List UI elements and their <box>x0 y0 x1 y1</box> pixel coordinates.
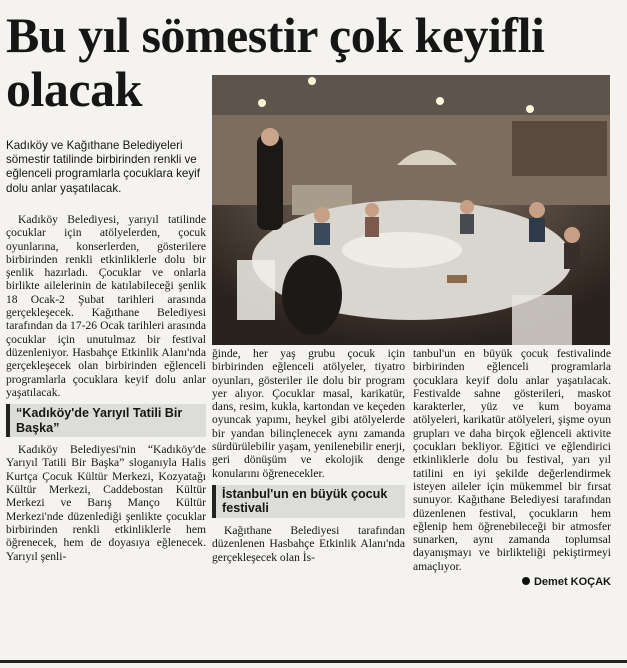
children-workshop-photo <box>212 75 610 345</box>
column-3-paragraph-1: tanbul'un en büyük çocuk festivalinde birbirinden eğlenceli programlarla çocuklara keyif dolu anlar yaşatılacak. Festivalde sahne gösterileri, maskot karakterler, yüz ve kum boyama atölyeleri, karikatür atölyeleri, şişme oyun grupları ve daha birçok eğlenceli aktivite çocukları bekliyor. Eğitici ve eğlendirici etkinliklerle dolu bu festival, yarı yıl tatilini en iyi şekilde değerlendirmek isteyen aileler için mükemmel bir fırsat sunuyor. Kağıthane Belediyesi tarafından düzenlenen festival, çocukların hem eğlenip hem öğrenebileceği bir atmosfer sunarken, aynı zamanda toplumsal dayanışmayı ve birlikteliği pekiştirmeyi amaçlıyor. <box>413 347 611 573</box>
bullet-icon <box>522 577 530 585</box>
headline-line-2: olacak <box>6 61 142 117</box>
subhead-istanbul-festival: İstanbul'un en büyük çocuk festivali <box>212 485 405 518</box>
byline-author: Demet KOÇAK <box>533 576 611 589</box>
column-2-paragraph-2: Kağıthane Belediyesi tarafından düzenlenen Hasbahçe Etkinlik Alanı'nda gerçekleşecek olan İs- <box>212 523 405 564</box>
headline-line-1: Bu yıl sömestir çok keyifli <box>6 7 545 63</box>
column-1-paragraph-2: Kadıköy Belediyesi'nin “Kadıköy'de Yarıyıl Tatili Bir Başka” sloganıyla Halis Kurtça Çocuk Kültür Merkezi, Kozyatağı Kültür Merkezi, Caddebostan Kültür Merkezi ve Barış Manço Kültür Merkezi'nde düzenlediği şenlikte çocuklar birbirinden renkli etkinliklerle hem öğrenecek, hem de doyasıya eğlenecek. Yarıyıl şenli- <box>6 443 206 563</box>
column-2 <box>212 347 405 564</box>
bottom-rule <box>0 660 627 663</box>
photo-illustration <box>212 75 610 345</box>
column-1-paragraph-1: Kadıköy Belediyesi, yarıyıl tatilinde çocuklar için atölyelerden, çocuk oyunlarına, konserlerden, gösterilere birbirinden renkli etkinliklerle dolu bir şenlik hazırladı. Çocuklar ve onlarla birlikte ailelerinin de katılabileceği şenlik 18 Ocak-2 Şubat tarihleri arasında gerçekleşecek. Kağıthane Belediyesi tarafından da 17-26 Ocak tarihleri arasında çocuklar için unutulmaz bir festival düzenleniyor. Hasbahçe Etkinlik Alanı'nda gerçekleşecek olan birbirinden eğlenceli programlarla çocuklara keyif dolu anlar yaşatılacak. <box>6 213 206 399</box>
column-1 <box>6 213 206 563</box>
column-3 <box>413 347 611 589</box>
subhead-kadikoy: “Kadıköy'de Yarıyıl Tatili Bir Başka” <box>6 404 206 437</box>
byline <box>413 576 611 589</box>
lead-paragraph: Kadıköy ve Kağıthane Belediyeleri sömestir tatilinde birbirinden renkli ve eğlenceli programlarla çocuklara keyif dolu anlar yaşatılacak. <box>6 139 200 195</box>
column-2-paragraph-1: ğinde, her yaş grubu çocuk için birbirinden eğlenceli atölyeler, tiyatro oyunları, gösteriler ile dolu bir program yer alıyor. Çocuklar masal, karikatür, dans, resim, kukla, kartondan ve keçeden oyuncak yapımı, heykel gibi atölyelerde bir yandan bilinçlenecek aynı zamanda sürdürülebilir yaşam, yenilenebilir enerji, geri dönüşüm ve ekolojik denge konularını öğrenecekler. <box>212 347 405 480</box>
